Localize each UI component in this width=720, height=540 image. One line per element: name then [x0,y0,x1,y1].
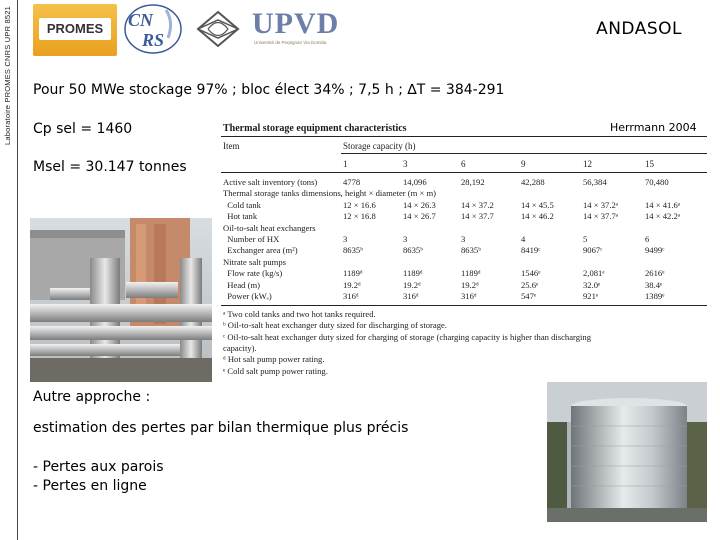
table-cell: 14 × 42.2ᵃ [645,211,681,222]
capacity-header-cell: 1 [343,159,348,169]
estimation-line: estimation des pertes par bilan thermique plus précis [33,420,409,436]
svg-text:CN: CN [128,10,154,30]
svg-text:RS: RS [142,30,165,50]
cnrs-logo [122,2,184,56]
upvd-logo-subtitle: Université de Perpignan Via Domitia [254,40,327,45]
table-cell: 2616ᵉ [645,268,665,279]
table-cell: 14 × 37.7ᵃ [583,211,619,222]
table-row [223,291,707,302]
table-row-label: Exchanger area (m²) [223,245,298,256]
table-cell: 6 [645,234,650,244]
table-footnote: ᵈ Hot salt pump power rating. [223,354,325,365]
promes-logo-text: PROMES [46,21,104,36]
table-cell: 1546ᵉ [521,268,541,279]
table-footnote: ᵃ Two cold tanks and two hot tanks required. [223,309,376,319]
table-footnote: ᶜ Oil-to-salt heat exchanger duty sized for charging of storage (charging capacity is higher than discharging [223,331,592,342]
capacity-header-cell: 3 [403,159,408,169]
diamond-logo [196,10,240,48]
table-cell: 316ᵈ [403,291,419,301]
table-row [223,245,707,256]
table-row-label: Nitrate salt pumps [223,256,287,267]
table-cell: 4 [521,234,526,244]
table-cell: 14 × 46.2 [521,211,554,222]
table-row [223,188,707,199]
table-cell: 3 [461,234,466,244]
table-cell: 56,384 [583,177,607,187]
left-border-line [17,0,18,540]
table-cell: 19.2ᵈ [403,279,421,290]
table-row-label: Number of HX [223,234,280,244]
capacity-header-cell: 15 [645,159,654,169]
citation: Herrmann 2004 [610,121,697,134]
other-approach-heading: Autre approche : [33,389,151,405]
upvd-logo-text: UPVD [252,7,340,40]
capacity-header-cell: 12 [583,159,592,169]
bullet-wall-losses: - Pertes aux parois [33,459,164,475]
storage-summary-line: Pour 50 MWe stockage 97% ; bloc élect 34% ; 7,5 h ; ∆T = 384-291 [33,82,505,98]
table-cell: 42,288 [521,177,545,187]
table-row [223,234,707,245]
table-cell: 14 × 37.2 [461,199,494,210]
table-row [223,223,707,234]
thermal-storage-table [221,119,709,381]
promes-logo [33,4,117,56]
table-cell: 3 [343,234,348,244]
table-cell: 316ᵈ [343,291,359,301]
table-cell: 1189ᵈ [343,268,363,279]
bullet-line-losses: - Pertes en ligne [33,478,147,494]
table-cell: 3 [403,234,408,244]
table-header-item: Item [223,141,240,151]
table-cell: 12 × 16.8 [343,211,376,222]
upvd-logo [252,8,352,52]
slide-title: ANDASOL [596,19,682,39]
table-cell: 921ᵉ [583,291,599,301]
table-cell: 8635ᵇ [403,245,423,256]
table-cell: 14 × 37.2ᵃ [583,199,619,210]
table-cell: 316ᵈ [461,291,477,301]
table-cell: 38.4ᵉ [645,279,663,290]
table-cell: 14 × 41.6ᵃ [645,199,681,210]
table-cell: 14 × 37.7 [461,211,494,222]
table-cell: 2,081ᵉ [583,268,605,279]
table-footnote: ᵉ Cold salt pump power rating. [223,365,328,376]
plant-pipes-photo [30,218,212,382]
table-cell: 14,096 [403,177,427,187]
table-cell: 32.0ᵉ [583,279,601,290]
table-cell: 70,480 [645,177,669,187]
table-row-label: Hot tank [223,211,258,222]
table-row [223,280,707,291]
table-cell: 12 × 16.6 [343,199,376,210]
table-row-label: Cold tank [223,199,261,210]
table-cell: 1389ᵉ [645,291,665,301]
table-footnote: capacity). [223,342,257,353]
table-row [223,177,707,188]
table-row [223,257,707,268]
table-cell: 25.6ᵉ [521,279,539,290]
table-footnote: ᵇ Oil-to-salt heat exchanger duty sized for discharging of storage. [223,320,447,331]
table-cell: 4778 [343,177,361,187]
table-cell: 8635ᵇ [343,245,363,256]
table-cell: 8419ᶜ [521,245,541,256]
table-cell: 14 × 26.3 [403,199,436,210]
table-row [223,211,707,222]
table-row-label: Active salt inventory (tons) [223,177,318,187]
table-cell: 8635ᵇ [461,245,481,256]
cp-salt-line: Cp sel = 1460 [33,121,133,137]
table-row-label: Flow rate (kg/s) [223,268,283,279]
table-cell: 19.2ᵈ [461,279,479,290]
lab-vertical-label: Laboratoire PROMES CNRS UPR 8521 [3,6,12,145]
table-cell: 14 × 26.7 [403,211,436,222]
table-row-label: Oil-to-salt heat exchangers [223,222,316,233]
salt-mass-line: Msel = 30.147 tonnes [33,159,187,175]
table-row [223,200,707,211]
table-row-label: Thermal storage tanks dimensions, height × diameter (m × m) [223,188,437,199]
salt-tank-photo [547,382,707,522]
table-row [223,268,707,279]
capacity-header-cell: 6 [461,159,466,169]
table-row-label: Power (kWₑ) [223,291,272,301]
table-cell: 14 × 45.5 [521,199,554,210]
table-cell: 1189ᵈ [403,268,423,279]
table-title: Thermal storage equipment characteristics [223,123,407,134]
table-cell: 1189ᵈ [461,268,481,279]
table-cell: 28,192 [461,177,485,187]
table-cell: 9499ᶜ [645,245,665,256]
table-header-capacity: Storage capacity (h) [343,141,416,151]
table-cell: 19.2ᵈ [343,279,361,290]
table-row-label: Head (m) [223,279,260,290]
table-cell: 9067ᶜ [583,245,603,256]
table-cell: 547ᵉ [521,291,537,301]
capacity-header-cell: 9 [521,159,526,169]
table-cell: 5 [583,234,588,244]
